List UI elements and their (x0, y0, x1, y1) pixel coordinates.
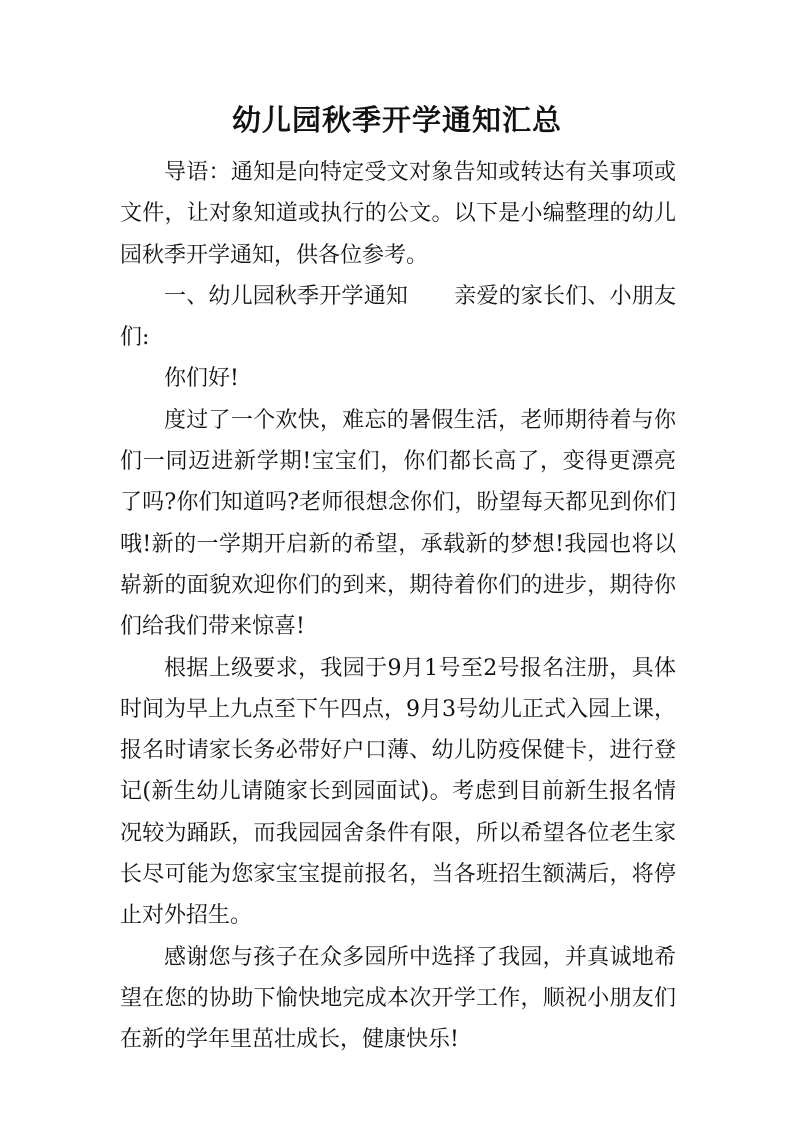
section-heading: 一、幼儿园秋季开学通知 (164, 283, 409, 309)
paragraph-thanks: 感谢您与孩子在众多园所中选择了我园，并真诚地希望在您的协助下愉快地完成本次开学工作，顺祝小朋友们在新的学年里茁壮成长，健康快乐! (120, 944, 676, 1053)
document-body (120, 152, 676, 1061)
document-title: 幼儿园秋季开学通知汇总 (231, 103, 562, 137)
greeting: 你们好! (164, 366, 239, 392)
section-heading-line (120, 276, 676, 359)
salutation: 亲爱的家长们、小朋友们: (120, 283, 676, 351)
paragraph-welcome: 度过了一个欢快，难忘的暑假生活，老师期待着与你们一同迈进新学期!宝宝们，你们都长高了，变得更漂亮了吗?你们知道吗?老师很想念你们，盼望每天都见到你们哦!新的一学期开启新的希望，承载新的梦想!我园也将以崭新的面貌欢迎你们的到来，期待着你们的进步，期待你们给我们带来惊喜! (120, 407, 676, 640)
paragraph-registration: 根据上级要求，我园于9月1号至2号报名注册，具体时间为早上九点至下午四点，9月3号幼儿正式入园上课，报名时请家长务必带好户口薄、幼儿防疫保健卡，进行登记(新生幼儿请随家长到园面试)。考虑到目前新生报名情况较为踊跃，而我园园舍条件有限，所以希望各位老生家长尽可能为您家宝宝提前报名，当各班招生额满后，将停止对外招生。 (120, 655, 676, 929)
intro-paragraph: 导语：通知是向特定受文对象告知或转达有关事项或文件，让对象知道或执行的公文。以下是小编整理的幼儿园秋季开学通知，供各位参考。 (120, 160, 676, 268)
